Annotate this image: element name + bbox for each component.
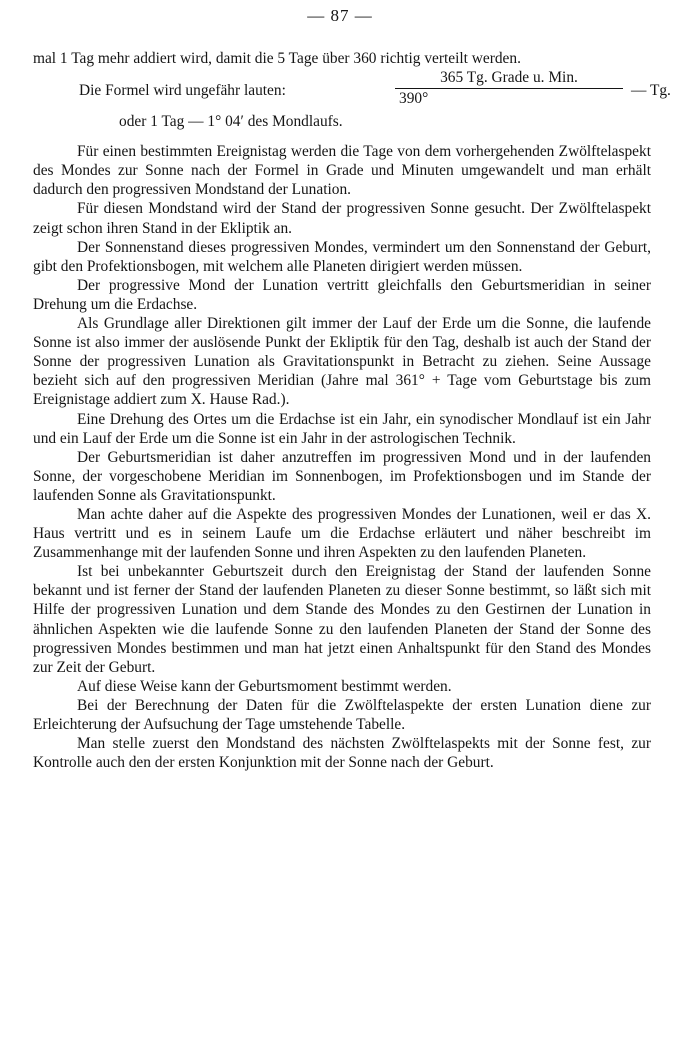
paragraph-continuation: mal 1 Tag mehr addiert wird, damit die 5 Tage über 360 richtig verteilt werden. — [33, 50, 521, 67]
paragraph: Eine Drehung des Ortes um die Erdachse ist ein Jahr, ein synodischer Mondlauf ist ein Jahr und ein Lauf der Erde um die Sonne ist ein Jahr in der astrologischen Technik. — [33, 410, 651, 447]
formula-fraction — [395, 68, 623, 108]
page-number: — 87 — — [307, 6, 373, 25]
paragraph: Der Geburtsmeridian ist daher anzutreffen im progressiven Mond und in der laufenden Sonne, der vorgeschobene Meridian im Sonnenbogen, im Profektionsbogen und im Stande der laufenden Sonne als Gravitationspunkt. — [33, 448, 651, 504]
formula — [33, 69, 671, 112]
paragraph: Ist bei unbekannter Geburtszeit durch den Ereignistag der Stand der laufenden Sonne bekannt und ist ferner der Stand der laufenden Planeten zu dieser Sonne bestimmt, so läßt sich mit Hilfe der progressiven Lunation und dem Stande des Mondes zu den Gestirnen der Lunation in ähnlichen Aspekten wie die laufende Sonne zu den laufenden Planeten der Stand der Sonne des progressiven Mondes bestimmen und man hat jetzt einen Anhaltspunkt für den Stand des Mondes zur Zeit der Geburt. — [33, 563, 651, 676]
formula-label: Die Formel wird ungefähr lauten: — [79, 82, 286, 100]
paragraph: Man stelle zuerst den Mondstand des nächsten Zwölftelaspekts mit der Sonne fest, zur Kontrolle auch den der ersten Konjunktion mit der Sonne nach der Geburt. — [33, 735, 651, 772]
formula-alternative: oder 1 Tag — 1° 04′ des Mondlaufs. — [119, 113, 343, 131]
paragraph: Bei der Berechnung der Daten für die Zwölftelaspekte der ersten Lunation diene zur Erleichterung der Aufsuchung der Tage umstehende Tabelle. — [33, 696, 651, 733]
paragraph: Man achte daher auf die Aspekte des progressiven Mondes der Lunationen, weil er das X. Haus vertritt und es in seinem Laufe um die Erdachse erläutert und näher beschreibt im Zusammenhange mit der laufenden Sonne und ihren Aspekten zu den laufenden Planeten. — [33, 505, 651, 562]
paragraph: Für diesen Mondstand wird der Stand der progressiven Sonne gesucht. Der Zwölftelaspekt zeigt schon ihren Stand in der Ekliptik an. — [33, 200, 651, 237]
body-text — [33, 49, 671, 772]
formula-denominator: 390° — [399, 90, 429, 108]
paragraph: Als Grundlage aller Direktionen gilt immer der Lauf der Erde um die Sonne, die laufende Sonne ist also immer der auslösende Punkt der Ekliptik für den Tag, deshalb ist auch der Stand der Sonne der progressiven Lunation als Gravitationspunkt in Betracht zu ziehen. Seine Aussage bezieht sich auf den progressiven Meridian (Jahre mal 361° + Tage vom Geburtstage bis zum Ereignistage addiert zum X. Hause Rad.). — [33, 315, 651, 409]
formula-numerator: 365 Tg. Grade u. Min. — [395, 68, 623, 89]
paragraph: Der progressive Mond der Lunation vertritt gleichfalls den Geburtsmeridian in seiner Drehung um die Erdachse. — [33, 276, 651, 313]
paragraph: Für einen bestimmten Ereignistag werden die Tage von dem vorhergehenden Zwölftelaspekt des Mondes zur Sonne nach der Formel in Grade und Minuten umgewandelt und man erhält dadurch den progressiven Mondstand der Lunation. — [33, 143, 651, 199]
paragraph: Der Sonnenstand dieses progressiven Mondes, vermindert um den Sonnenstand der Geburt, gibt den Profektionsbogen, mit welchem alle Planeten dirigiert werden müssen. — [33, 238, 651, 275]
paragraph: Auf diese Weise kann der Geburtsmoment bestimmt werden. — [77, 677, 452, 695]
formula-result: — Tg. — [631, 82, 671, 100]
